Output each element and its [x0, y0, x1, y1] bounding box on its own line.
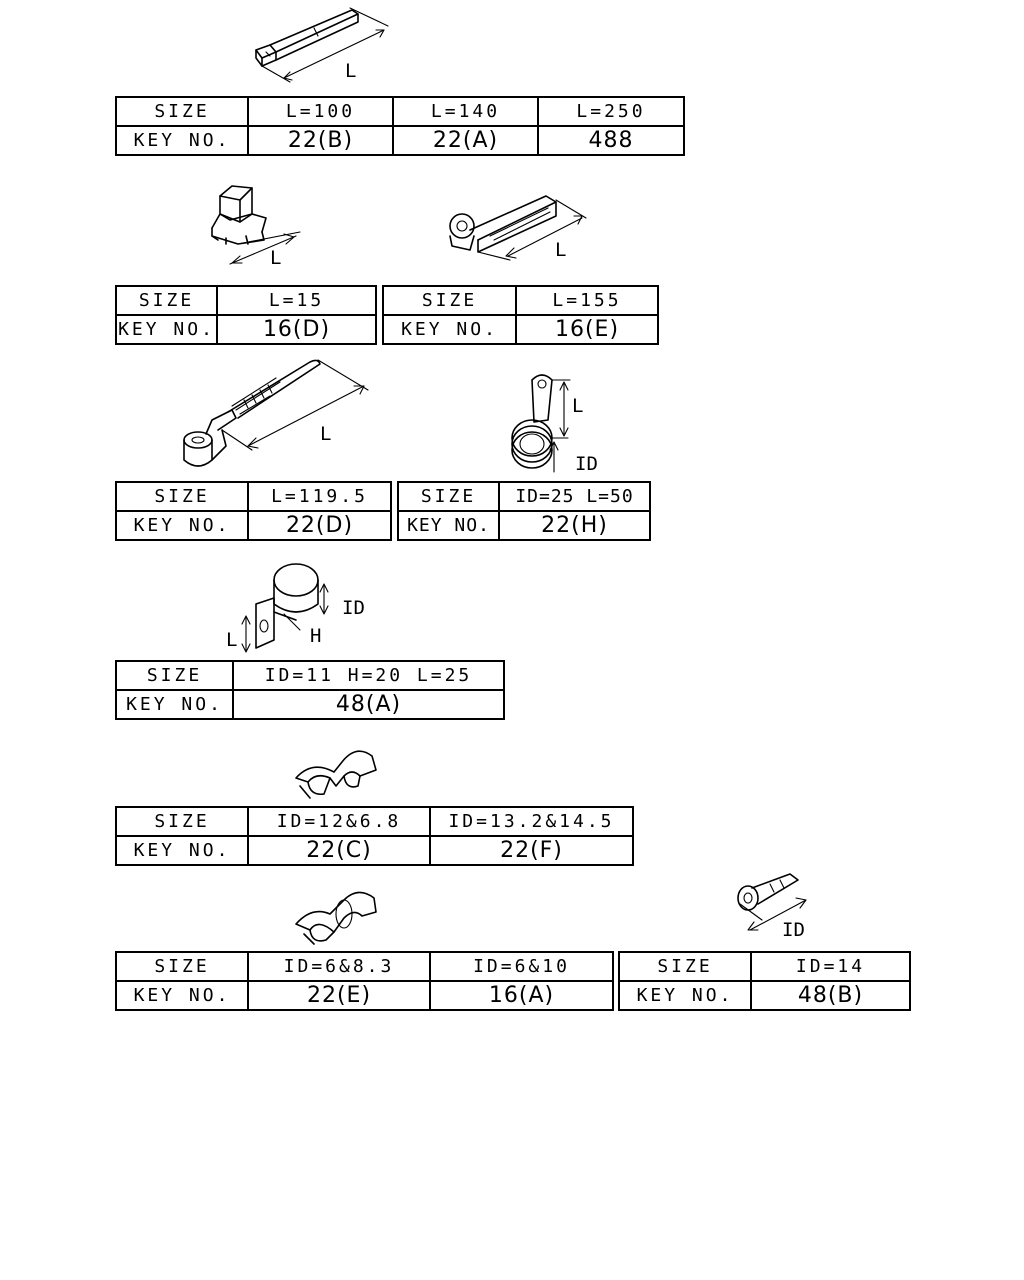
double-clip-drawing	[296, 751, 376, 798]
size-header: SIZE	[383, 286, 516, 315]
key-cell: 48(B)	[751, 981, 910, 1010]
key-row	[116, 690, 504, 719]
key-row	[116, 511, 391, 540]
size-cell: L=100	[248, 97, 393, 126]
edge-clip-drawing	[212, 186, 300, 269]
size-row	[116, 286, 376, 315]
length-label: L	[555, 239, 567, 261]
size-header: SIZE	[619, 952, 751, 981]
key-row	[398, 511, 650, 540]
spec-table-double-clip	[115, 806, 634, 866]
slotted-strap-drawing	[450, 196, 586, 261]
inner-diameter-label: ID	[342, 597, 365, 619]
p-clamp-drawing	[226, 564, 365, 652]
key-header: KEY NO.	[383, 315, 516, 344]
size-header: SIZE	[116, 482, 248, 511]
cable-tie-eye-drawing	[184, 360, 368, 466]
key-cell: 22(F)	[430, 836, 633, 865]
size-row	[116, 807, 633, 836]
size-header: SIZE	[116, 97, 248, 126]
size-row	[398, 482, 650, 511]
spec-table-cable-tie-eye	[115, 481, 392, 541]
inner-diameter-label: ID	[782, 919, 805, 941]
key-row	[383, 315, 658, 344]
key-row	[116, 126, 684, 155]
length-label: L	[226, 629, 238, 651]
length-label: L	[320, 423, 332, 445]
key-cell: 22(H)	[499, 511, 650, 540]
size-row	[116, 97, 684, 126]
size-cell: ID=6&10	[430, 952, 613, 981]
key-cell: 16(E)	[516, 315, 658, 344]
spec-table-slotted-strap	[382, 285, 659, 345]
size-header: SIZE	[116, 286, 217, 315]
spring-clip-drawing	[512, 375, 598, 475]
size-cell: L=155	[516, 286, 658, 315]
spec-table-p-clamp	[115, 660, 505, 720]
size-row	[619, 952, 910, 981]
size-header: SIZE	[116, 807, 248, 836]
size-header: SIZE	[398, 482, 499, 511]
size-row	[116, 952, 613, 981]
size-cell: ID=13.2&14.5	[430, 807, 633, 836]
size-cell: ID=11 H=20 L=25	[233, 661, 504, 690]
inner-diameter-label: ID	[575, 453, 598, 475]
size-row	[383, 286, 658, 315]
key-header: KEY NO.	[116, 836, 248, 865]
key-row	[116, 315, 376, 344]
double-clip-variant-drawing	[296, 892, 376, 944]
key-cell: 488	[538, 126, 684, 155]
key-row	[116, 836, 633, 865]
size-cell: L=119.5	[248, 482, 391, 511]
key-cell: 48(A)	[233, 690, 504, 719]
key-header: KEY NO.	[116, 511, 248, 540]
size-cell: ID=25 L=50	[499, 482, 650, 511]
spec-table-pin-clip	[618, 951, 911, 1011]
size-cell: L=15	[217, 286, 376, 315]
key-header: KEY NO.	[619, 981, 751, 1010]
key-header: KEY NO.	[116, 126, 248, 155]
key-row	[116, 981, 613, 1010]
key-header: KEY NO.	[116, 690, 233, 719]
spec-table-spring-clip	[397, 481, 651, 541]
length-label: L	[345, 60, 357, 82]
key-cell: 22(D)	[248, 511, 391, 540]
size-cell: ID=6&8.3	[248, 952, 430, 981]
size-header: SIZE	[116, 661, 233, 690]
size-cell: L=250	[538, 97, 684, 126]
size-row	[116, 661, 504, 690]
key-header: KEY NO.	[116, 981, 248, 1010]
size-cell: ID=12&6.8	[248, 807, 430, 836]
key-row	[619, 981, 910, 1010]
key-cell: 16(A)	[430, 981, 613, 1010]
length-label: L	[572, 395, 584, 417]
spec-table-double-clip-variant	[115, 951, 614, 1011]
spec-table-edge-clip	[115, 285, 377, 345]
pin-clip-drawing	[738, 874, 806, 941]
key-header: KEY NO.	[398, 511, 499, 540]
height-label: H	[310, 625, 322, 647]
size-cell: L=140	[393, 97, 538, 126]
size-cell: ID=14	[751, 952, 910, 981]
key-cell: 16(D)	[217, 315, 376, 344]
key-cell: 22(C)	[248, 836, 430, 865]
size-row	[116, 482, 391, 511]
size-header: SIZE	[116, 952, 248, 981]
strap-tie-drawing	[256, 8, 388, 82]
spec-table-strap-tie	[115, 96, 685, 156]
key-header: KEY NO.	[116, 315, 217, 344]
length-label: L	[270, 247, 282, 269]
key-cell: 22(E)	[248, 981, 430, 1010]
key-cell: 22(B)	[248, 126, 393, 155]
key-cell: 22(A)	[393, 126, 538, 155]
